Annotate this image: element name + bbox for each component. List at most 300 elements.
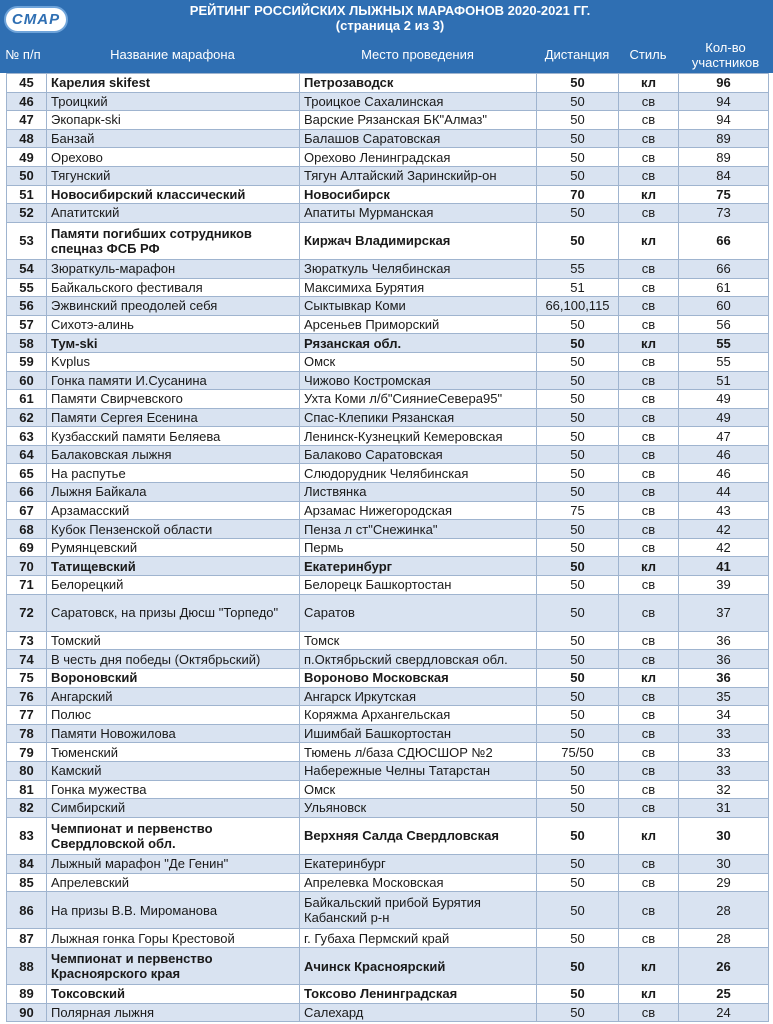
- cell-style: св: [619, 352, 679, 371]
- cell-place: Рязанская обл.: [300, 334, 537, 353]
- cell-count: 66: [679, 222, 769, 259]
- cell-num: 51: [7, 185, 47, 204]
- cell-style: св: [619, 464, 679, 483]
- table-row: [7, 873, 769, 892]
- cell-count: 26: [679, 947, 769, 984]
- cell-style: св: [619, 650, 679, 669]
- cell-style: св: [619, 129, 679, 148]
- cell-num: 88: [7, 947, 47, 984]
- cell-style: св: [619, 278, 679, 297]
- cell-name: Троицкий: [47, 92, 300, 111]
- cell-style: кл: [619, 185, 679, 204]
- cell-count: 56: [679, 315, 769, 334]
- cell-style: св: [619, 408, 679, 427]
- cell-count: 37: [679, 594, 769, 631]
- cell-distance: 50: [537, 594, 619, 631]
- table-row: [7, 259, 769, 278]
- cell-count: 25: [679, 985, 769, 1004]
- cell-count: 49: [679, 408, 769, 427]
- cell-distance: 50: [537, 204, 619, 223]
- cell-name: Байкальского фестиваля: [47, 278, 300, 297]
- cell-style: св: [619, 873, 679, 892]
- cell-place: Тюмень л/база СДЮСШОР №2: [300, 743, 537, 762]
- cell-name: Гонка мужества: [47, 780, 300, 799]
- table-row: [7, 427, 769, 446]
- col-header-distance: Дистанция: [544, 47, 610, 62]
- cell-style: св: [619, 427, 679, 446]
- cell-name: Апрелевский: [47, 873, 300, 892]
- cell-count: 41: [679, 557, 769, 576]
- cell-distance: 50: [537, 334, 619, 353]
- col-header-style: Стиль: [629, 47, 667, 62]
- cell-style: св: [619, 687, 679, 706]
- cell-style: св: [619, 297, 679, 316]
- cell-place: Варские Рязанская БК"Алмаз": [300, 111, 537, 130]
- cell-num: 80: [7, 761, 47, 780]
- cell-distance: 50: [537, 92, 619, 111]
- cell-count: 94: [679, 92, 769, 111]
- cell-style: кл: [619, 74, 679, 93]
- table-row: [7, 445, 769, 464]
- cell-num: 60: [7, 371, 47, 390]
- cell-num: 87: [7, 929, 47, 948]
- cell-num: 46: [7, 92, 47, 111]
- table-row: [7, 947, 769, 984]
- table-row: [7, 706, 769, 725]
- cell-name: Зюраткуль-марафон: [47, 259, 300, 278]
- cell-num: 70: [7, 557, 47, 576]
- cell-count: 42: [679, 538, 769, 557]
- cell-count: 36: [679, 669, 769, 688]
- cell-name: Чемпионат и первенство Свердловской обл.: [47, 817, 300, 854]
- cell-name: Тягунский: [47, 166, 300, 185]
- page-header: [0, 0, 773, 73]
- cell-place: Петрозаводск: [300, 74, 537, 93]
- cell-count: 46: [679, 464, 769, 483]
- table-row: [7, 297, 769, 316]
- cell-name: Камский: [47, 761, 300, 780]
- cell-style: св: [619, 204, 679, 223]
- col-header-num: № п/п: [5, 47, 41, 62]
- cell-name: Токсовский: [47, 985, 300, 1004]
- cell-distance: 75: [537, 501, 619, 520]
- table-row: [7, 538, 769, 557]
- cell-count: 55: [679, 352, 769, 371]
- cell-place: Вороново Московская: [300, 669, 537, 688]
- cell-style: кл: [619, 817, 679, 854]
- cell-distance: 50: [537, 483, 619, 502]
- cell-distance: 50: [537, 148, 619, 167]
- cell-place: Омск: [300, 780, 537, 799]
- table-row: [7, 687, 769, 706]
- table-row: [7, 315, 769, 334]
- cell-count: 43: [679, 501, 769, 520]
- cell-distance: 50: [537, 854, 619, 873]
- smar-logo: СМАР: [4, 6, 68, 33]
- cell-num: 77: [7, 706, 47, 725]
- cell-place: Байкальский прибой Бурятия Кабанский р-н: [300, 892, 537, 929]
- cell-distance: 50: [537, 892, 619, 929]
- cell-style: св: [619, 390, 679, 409]
- table-row: [7, 669, 769, 688]
- cell-num: 53: [7, 222, 47, 259]
- table-row: [7, 185, 769, 204]
- cell-distance: 50: [537, 557, 619, 576]
- cell-count: 32: [679, 780, 769, 799]
- cell-count: 61: [679, 278, 769, 297]
- table-row: [7, 817, 769, 854]
- cell-num: 90: [7, 1003, 47, 1022]
- cell-distance: 55: [537, 259, 619, 278]
- cell-distance: 50: [537, 761, 619, 780]
- cell-style: св: [619, 631, 679, 650]
- cell-place: Сыктывкар Коми: [300, 297, 537, 316]
- cell-distance: 66,100,115: [537, 297, 619, 316]
- table-row: [7, 222, 769, 259]
- cell-distance: 50: [537, 873, 619, 892]
- table-row: [7, 929, 769, 948]
- cell-name: Полюс: [47, 706, 300, 725]
- marathon-rating-table: [6, 73, 769, 1022]
- cell-num: 74: [7, 650, 47, 669]
- cell-place: Балашов Саратовская: [300, 129, 537, 148]
- cell-distance: 50: [537, 650, 619, 669]
- cell-count: 89: [679, 148, 769, 167]
- cell-num: 82: [7, 799, 47, 818]
- cell-count: 36: [679, 631, 769, 650]
- cell-style: св: [619, 892, 679, 929]
- cell-count: 30: [679, 854, 769, 873]
- table-row: [7, 74, 769, 93]
- table-row: [7, 92, 769, 111]
- cell-count: 75: [679, 185, 769, 204]
- cell-style: св: [619, 520, 679, 539]
- cell-style: кл: [619, 985, 679, 1004]
- cell-style: кл: [619, 669, 679, 688]
- cell-name: Ангарский: [47, 687, 300, 706]
- cell-name: Гонка памяти И.Сусанина: [47, 371, 300, 390]
- cell-style: кл: [619, 947, 679, 984]
- table-row: [7, 761, 769, 780]
- cell-style: св: [619, 92, 679, 111]
- cell-distance: 50: [537, 631, 619, 650]
- cell-distance: 50: [537, 669, 619, 688]
- cell-num: 47: [7, 111, 47, 130]
- cell-style: св: [619, 706, 679, 725]
- cell-distance: 50: [537, 706, 619, 725]
- cell-place: Зюраткуль Челябинская: [300, 259, 537, 278]
- cell-count: 49: [679, 390, 769, 409]
- cell-name: Апатитский: [47, 204, 300, 223]
- cell-distance: 50: [537, 371, 619, 390]
- cell-distance: 50: [537, 464, 619, 483]
- table-row: [7, 148, 769, 167]
- cell-num: 58: [7, 334, 47, 353]
- cell-name: Памяти Сергея Есенина: [47, 408, 300, 427]
- cell-num: 71: [7, 576, 47, 595]
- cell-place: Пенза л ст"Снежинка": [300, 520, 537, 539]
- cell-count: 29: [679, 873, 769, 892]
- cell-place: Томск: [300, 631, 537, 650]
- page-title: [80, 3, 700, 33]
- cell-name: Балаковская лыжня: [47, 445, 300, 464]
- cell-distance: 51: [537, 278, 619, 297]
- cell-distance: 50: [537, 390, 619, 409]
- title-line-1: РЕЙТИНГ РОССИЙСКИХ ЛЫЖНЫХ МАРАФОНОВ 2020-2021 ГГ.: [189, 3, 591, 18]
- cell-count: 55: [679, 334, 769, 353]
- cell-place: п.Октябрьский свердловская обл.: [300, 650, 537, 669]
- cell-place: Слюдорудник Челябинская: [300, 464, 537, 483]
- cell-count: 94: [679, 111, 769, 130]
- table-row: [7, 464, 769, 483]
- cell-num: 49: [7, 148, 47, 167]
- cell-name: Сихотэ-алинь: [47, 315, 300, 334]
- cell-place: Троицкое Сахалинская: [300, 92, 537, 111]
- cell-num: 45: [7, 74, 47, 93]
- cell-count: 47: [679, 427, 769, 446]
- cell-place: Салехард: [300, 1003, 537, 1022]
- cell-place: Саратов: [300, 594, 537, 631]
- table-row: [7, 1003, 769, 1022]
- cell-num: 89: [7, 985, 47, 1004]
- cell-name: Kvplus: [47, 352, 300, 371]
- table-row: [7, 985, 769, 1004]
- cell-distance: 50: [537, 520, 619, 539]
- cell-place: Апатиты Мурманская: [300, 204, 537, 223]
- cell-name: Полярная лыжня: [47, 1003, 300, 1022]
- cell-place: Омск: [300, 352, 537, 371]
- cell-distance: 50: [537, 985, 619, 1004]
- cell-place: Ишимбай Башкортостан: [300, 724, 537, 743]
- cell-count: 28: [679, 929, 769, 948]
- cell-distance: 50: [537, 166, 619, 185]
- cell-distance: 70: [537, 185, 619, 204]
- cell-place: Ачинск Красноярский: [300, 947, 537, 984]
- cell-count: 30: [679, 817, 769, 854]
- cell-style: св: [619, 148, 679, 167]
- cell-place: Токсово Ленинградская: [300, 985, 537, 1004]
- cell-count: 84: [679, 166, 769, 185]
- cell-distance: 50: [537, 129, 619, 148]
- cell-distance: 50: [537, 408, 619, 427]
- cell-style: св: [619, 780, 679, 799]
- cell-style: св: [619, 854, 679, 873]
- cell-style: кл: [619, 222, 679, 259]
- table-row: [7, 780, 769, 799]
- cell-count: 28: [679, 892, 769, 929]
- cell-place: Максимиха Бурятия: [300, 278, 537, 297]
- cell-distance: 50: [537, 222, 619, 259]
- cell-distance: 50: [537, 576, 619, 595]
- cell-name: Банзай: [47, 129, 300, 148]
- cell-num: 75: [7, 669, 47, 688]
- cell-num: 55: [7, 278, 47, 297]
- cell-distance: 50: [537, 817, 619, 854]
- cell-num: 63: [7, 427, 47, 446]
- cell-count: 24: [679, 1003, 769, 1022]
- cell-name: Татищевский: [47, 557, 300, 576]
- cell-place: Ухта Коми л/б"СияниеСевера95": [300, 390, 537, 409]
- cell-num: 59: [7, 352, 47, 371]
- cell-place: Екатеринбург: [300, 854, 537, 873]
- cell-place: Чижово Костромская: [300, 371, 537, 390]
- cell-style: св: [619, 929, 679, 948]
- table-row: [7, 334, 769, 353]
- col-header-name: Название марафона: [110, 47, 235, 62]
- table-row: [7, 278, 769, 297]
- cell-style: св: [619, 538, 679, 557]
- cell-style: св: [619, 743, 679, 762]
- cell-distance: 75/50: [537, 743, 619, 762]
- cell-name: На распутье: [47, 464, 300, 483]
- cell-style: св: [619, 501, 679, 520]
- table-row: [7, 631, 769, 650]
- table-row: [7, 594, 769, 631]
- cell-name: Лыжня Байкала: [47, 483, 300, 502]
- cell-name: Эжвинский преодолей себя: [47, 297, 300, 316]
- cell-count: 46: [679, 445, 769, 464]
- cell-style: кл: [619, 334, 679, 353]
- cell-num: 65: [7, 464, 47, 483]
- table-row: [7, 501, 769, 520]
- cell-name: Памяти Свирчевского: [47, 390, 300, 409]
- cell-distance: 50: [537, 929, 619, 948]
- cell-distance: 50: [537, 799, 619, 818]
- cell-name: Экопарк-ski: [47, 111, 300, 130]
- title-line-2: (страница 2 из 3): [335, 18, 445, 33]
- cell-place: Белорецк Башкортостан: [300, 576, 537, 595]
- table-header: [0, 36, 773, 73]
- cell-count: 36: [679, 650, 769, 669]
- table-row: [7, 557, 769, 576]
- table-row: [7, 854, 769, 873]
- cell-num: 52: [7, 204, 47, 223]
- table-row: [7, 892, 769, 929]
- cell-place: Новосибирск: [300, 185, 537, 204]
- cell-count: 73: [679, 204, 769, 223]
- cell-distance: 50: [537, 427, 619, 446]
- cell-place: Коряжма Архангельская: [300, 706, 537, 725]
- cell-num: 64: [7, 445, 47, 464]
- table-row: [7, 352, 769, 371]
- cell-count: 31: [679, 799, 769, 818]
- cell-num: 61: [7, 390, 47, 409]
- cell-count: 33: [679, 761, 769, 780]
- cell-place: Орехово Ленинградская: [300, 148, 537, 167]
- cell-distance: 50: [537, 74, 619, 93]
- cell-num: 50: [7, 166, 47, 185]
- cell-style: св: [619, 1003, 679, 1022]
- cell-distance: 50: [537, 1003, 619, 1022]
- table-row: [7, 520, 769, 539]
- cell-name: Вороновский: [47, 669, 300, 688]
- table-row: [7, 650, 769, 669]
- cell-place: Екатеринбург: [300, 557, 537, 576]
- cell-style: св: [619, 761, 679, 780]
- cell-num: 85: [7, 873, 47, 892]
- cell-name: Белорецкий: [47, 576, 300, 595]
- cell-name: Саратовск, на призы Дюсш "Торпедо": [47, 594, 300, 631]
- table-row: [7, 390, 769, 409]
- cell-name: В честь дня победы (Октябрьский): [47, 650, 300, 669]
- cell-distance: 50: [537, 538, 619, 557]
- table-row: [7, 204, 769, 223]
- cell-place: Ульяновск: [300, 799, 537, 818]
- cell-place: Киржач Владимирская: [300, 222, 537, 259]
- cell-count: 89: [679, 129, 769, 148]
- cell-name: Кубок Пензенской области: [47, 520, 300, 539]
- cell-style: св: [619, 166, 679, 185]
- cell-name: Кузбасский памяти Беляева: [47, 427, 300, 446]
- cell-place: Апрелевка Московская: [300, 873, 537, 892]
- cell-num: 48: [7, 129, 47, 148]
- cell-style: св: [619, 799, 679, 818]
- cell-style: св: [619, 576, 679, 595]
- cell-num: 68: [7, 520, 47, 539]
- cell-num: 57: [7, 315, 47, 334]
- cell-style: св: [619, 594, 679, 631]
- cell-num: 84: [7, 854, 47, 873]
- cell-style: св: [619, 724, 679, 743]
- table-row: [7, 408, 769, 427]
- cell-count: 35: [679, 687, 769, 706]
- cell-name: Новосибирский классический: [47, 185, 300, 204]
- table-row: [7, 371, 769, 390]
- cell-name: Томский: [47, 631, 300, 650]
- cell-count: 33: [679, 743, 769, 762]
- cell-name: Румянцевский: [47, 538, 300, 557]
- cell-count: 33: [679, 724, 769, 743]
- cell-place: Арзамас Нижегородская: [300, 501, 537, 520]
- cell-style: кл: [619, 557, 679, 576]
- cell-num: 83: [7, 817, 47, 854]
- table-row: [7, 111, 769, 130]
- cell-count: 96: [679, 74, 769, 93]
- table-body: [7, 74, 769, 1022]
- cell-name: Лыжная гонка Горы Крестовой: [47, 929, 300, 948]
- cell-distance: 50: [537, 111, 619, 130]
- cell-place: г. Губаха Пермский край: [300, 929, 537, 948]
- cell-distance: 50: [537, 315, 619, 334]
- cell-num: 86: [7, 892, 47, 929]
- cell-count: 60: [679, 297, 769, 316]
- cell-name: Лыжный марафон "Де Генин": [47, 854, 300, 873]
- cell-style: св: [619, 111, 679, 130]
- cell-num: 76: [7, 687, 47, 706]
- cell-count: 66: [679, 259, 769, 278]
- cell-name: Тюменский: [47, 743, 300, 762]
- table-row: [7, 166, 769, 185]
- cell-style: св: [619, 483, 679, 502]
- cell-distance: 50: [537, 724, 619, 743]
- cell-distance: 50: [537, 687, 619, 706]
- cell-place: Спас-Клепики Рязанская: [300, 408, 537, 427]
- cell-name: Орехово: [47, 148, 300, 167]
- cell-count: 44: [679, 483, 769, 502]
- cell-name: На призы В.В. Миромановa: [47, 892, 300, 929]
- cell-num: 81: [7, 780, 47, 799]
- cell-distance: 50: [537, 947, 619, 984]
- cell-place: Листвянка: [300, 483, 537, 502]
- cell-num: 62: [7, 408, 47, 427]
- cell-place: Пермь: [300, 538, 537, 557]
- cell-count: 42: [679, 520, 769, 539]
- cell-count: 39: [679, 576, 769, 595]
- table-row: [7, 743, 769, 762]
- cell-name: Чемпионат и первенство Красноярского края: [47, 947, 300, 984]
- col-header-place: Место проведения: [361, 47, 474, 62]
- table-row: [7, 483, 769, 502]
